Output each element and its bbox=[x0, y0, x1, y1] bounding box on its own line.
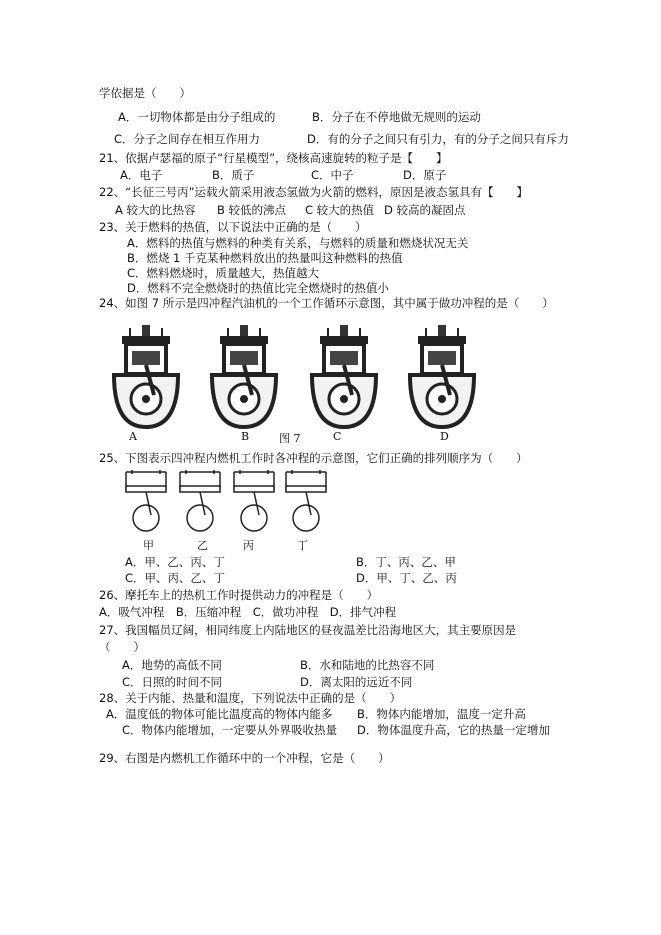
figure-label: 乙 bbox=[197, 539, 208, 552]
figure-label: A bbox=[129, 430, 137, 443]
option-b: B 较低的沸点 bbox=[217, 203, 287, 217]
option-c: C．物体内能增加，一定要从外界吸收热量 bbox=[122, 723, 338, 737]
option-b: B．丁、丙、乙、甲 bbox=[356, 555, 456, 569]
question-23: 23、关于燃料的热值，以下说法中正确的是（ ） bbox=[99, 220, 367, 234]
option-d: D．物体温度升高，它的热量一定增加 bbox=[357, 723, 550, 737]
option-a: A 较大的比热容 bbox=[115, 203, 196, 217]
option-c: C．燃料燃烧时，质量越大，热值越大 bbox=[127, 266, 320, 280]
option-c: C．甲、丙、乙、丁 bbox=[125, 571, 226, 585]
option-a: A．一切物体都是由分子组成的 bbox=[118, 110, 276, 124]
option-d: D．离太阳的远近不同 bbox=[300, 675, 413, 689]
option-a: A．温度低的物体可能比温度高的物体内能多 bbox=[106, 707, 333, 721]
option-b: B．水和陆地的比热容不同 bbox=[300, 658, 435, 672]
question-24: 24、如图 7 所示是四冲程汽油机的一个工作循环示意图，其中属于做功冲程的是（ ） bbox=[99, 296, 554, 310]
question-21: 21、依据卢瑟福的原子“行星模型”，绕核高速旋转的粒子是【 】 bbox=[99, 151, 448, 165]
answer-blank: （ ） bbox=[99, 640, 145, 654]
option-c: C．日照的时间不同 bbox=[122, 675, 223, 689]
option-d: D．燃料不完全燃烧时的热值比完全燃烧时的热值小 bbox=[127, 281, 389, 295]
question-27: 27、我国幅员辽阔，相同纬度上内陆地区的昼夜温差比沿海地区大，其主要原因是 bbox=[99, 623, 517, 637]
option-d: D．有的分子之间只有引力，有的分子之间只有斥力 bbox=[307, 132, 569, 146]
figure-label: C bbox=[333, 430, 342, 443]
figure-label: 甲 bbox=[143, 539, 154, 552]
figure-label: D bbox=[440, 430, 449, 443]
text-line: 学依据是（ ） bbox=[99, 86, 191, 100]
option-b: B．物体内能增加，温度一定升高 bbox=[357, 707, 526, 721]
option-b: B．分子在不停地做无规则的运动 bbox=[312, 110, 481, 124]
option-c: C．分子之间存在相互作用力 bbox=[114, 132, 261, 146]
options: A．吸气冲程 B．压缩冲程 C．做功冲程 D．排气冲程 bbox=[99, 605, 397, 619]
option-c: C 较大的热值 bbox=[305, 203, 375, 217]
question-28: 28、关于内能、热量和温度，下列说法中正确的是（ ） bbox=[99, 691, 402, 705]
option-d: D．甲、丁、乙、丙 bbox=[356, 571, 457, 585]
question-29: 29、右图是内燃机工作循环中的一个冲程，它是（ ） bbox=[99, 751, 390, 765]
option-d: D．原子 bbox=[403, 168, 447, 182]
option-c: C．中子 bbox=[311, 168, 354, 182]
question-26: 26、摩托车上的热机工作时提供动力的冲程是（ ） bbox=[99, 588, 379, 602]
option-a: A．电子 bbox=[120, 168, 163, 182]
option-a: A．地势的高低不同 bbox=[122, 658, 222, 672]
option-d: D 较高的凝固点 bbox=[384, 203, 466, 217]
option-b: B．燃烧 1 千克某种燃料放出的热量叫这种燃料的热值 bbox=[127, 251, 403, 265]
option-a: A．甲、乙、丙、丁 bbox=[125, 555, 225, 569]
option-b: B．质子 bbox=[212, 168, 255, 182]
question-22: 22、“长征三号丙”运载火箭采用液态氢做为火箭的燃料，原因是液态氢具有【 】 bbox=[99, 185, 529, 199]
option-a: A．燃料的热值与燃料的种类有关系，与燃料的质量和燃烧状况无关 bbox=[127, 236, 469, 250]
figure-caption: 图 7 bbox=[279, 432, 301, 445]
figure-label: 丁 bbox=[297, 539, 308, 552]
figure-label: B bbox=[241, 430, 250, 443]
question-25: 25、下图表示四冲程内燃机工作时各冲程的示意图，它们正确的排列顺序为（ ） bbox=[99, 451, 528, 465]
figure-label: 丙 bbox=[243, 539, 254, 552]
figure-strokes bbox=[118, 468, 338, 536]
figure-7 bbox=[100, 313, 500, 445]
